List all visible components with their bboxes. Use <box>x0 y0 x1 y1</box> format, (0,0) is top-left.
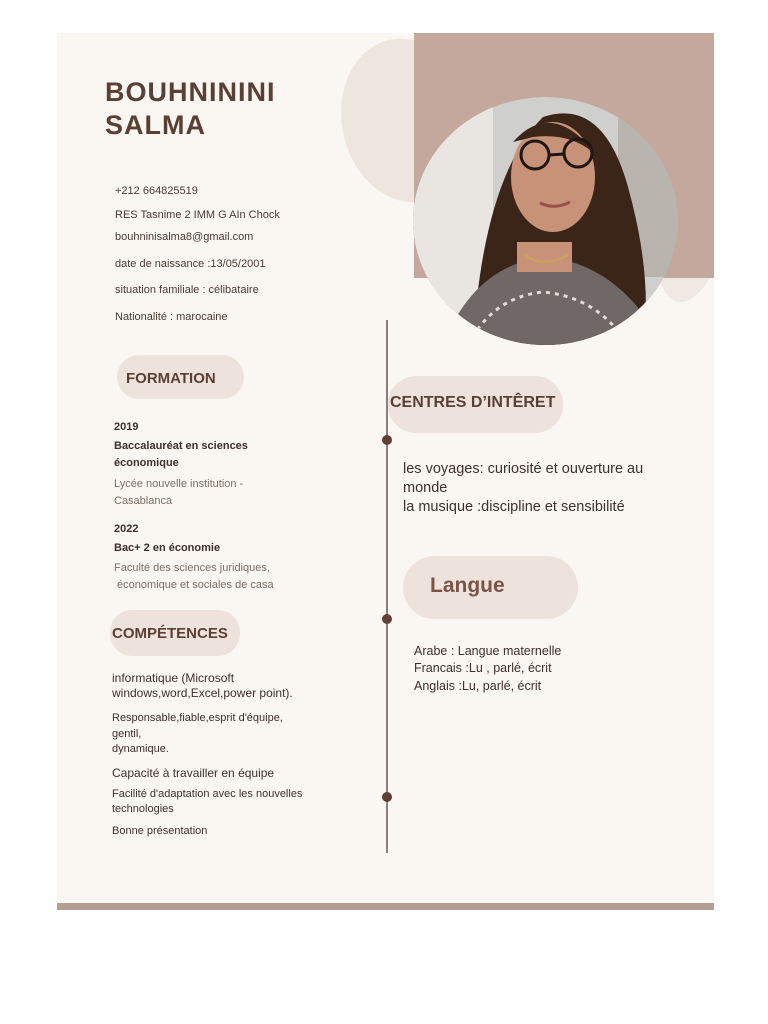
interest-line: la musique :discipline et sensibilité <box>403 499 625 515</box>
competence-item: Facilité d'adaptation avec les nouvelles <box>112 788 303 800</box>
competence-item: informatique (Microsoft <box>112 671 235 685</box>
language-item: Arabe : Langue maternelle <box>414 644 562 658</box>
formation-school: Lycée nouvelle institution - <box>114 478 244 490</box>
formation-school: Faculté des sciences juridiques, <box>114 562 270 574</box>
email: bouhninisalma8@gmail.com <box>115 231 254 243</box>
name-second-line: SALMA <box>105 110 206 140</box>
timeline-dot <box>382 435 392 445</box>
competences-title: COMPÉTENCES <box>112 625 228 642</box>
interests-title: CENTRES D’INTÊRET <box>390 394 556 411</box>
timeline-dot <box>382 792 392 802</box>
formation-year: 2022 <box>114 523 139 535</box>
competence-item: Capacité à travailler en équipe <box>112 766 275 780</box>
formation-degree: Baccalauréat en sciences <box>114 440 248 452</box>
nationality: Nationalité : marocaine <box>115 311 228 323</box>
formation-degree: économique <box>114 457 179 469</box>
address: RES Tasnime 2 IMM G AIn Chock <box>115 209 280 221</box>
competence-item: dynamique. <box>112 743 169 755</box>
birth-date: date de naissance :13/05/2001 <box>115 258 266 270</box>
timeline-dot <box>382 614 392 624</box>
competence-item: technologies <box>112 803 174 815</box>
formation-degree: Bac+ 2 en économie <box>114 542 221 554</box>
interest-line: monde <box>403 480 448 496</box>
language-item: Francais :Lu , parlé, écrit <box>414 661 552 675</box>
profile-photo <box>413 97 678 345</box>
competence-item: Bonne présentation <box>112 825 208 837</box>
formation-school: Casablanca <box>114 495 173 507</box>
phone: +212 664825519 <box>115 185 198 197</box>
formation-title: FORMATION <box>126 370 216 387</box>
competence-item: windows,word,Excel,power point). <box>112 686 293 700</box>
interest-line: les voyages: curiosité et ouverture au <box>403 461 644 477</box>
marital-status: situation familiale : célibataire <box>115 284 259 296</box>
competence-item: gentil, <box>112 728 142 740</box>
portrait-illustration <box>413 97 678 345</box>
full-name <box>105 76 276 142</box>
bottom-rule <box>57 903 714 910</box>
competence-item: Responsable,fiable,esprit d'équipe, <box>112 712 283 724</box>
formation-year: 2019 <box>114 421 139 433</box>
language-item: Anglais :Lu, parlé, écrit <box>414 679 542 693</box>
name-first-line: BOUHNININI <box>105 77 276 107</box>
formation-school: économique et sociales de casa <box>114 579 274 591</box>
langue-title: Langue <box>430 574 505 597</box>
